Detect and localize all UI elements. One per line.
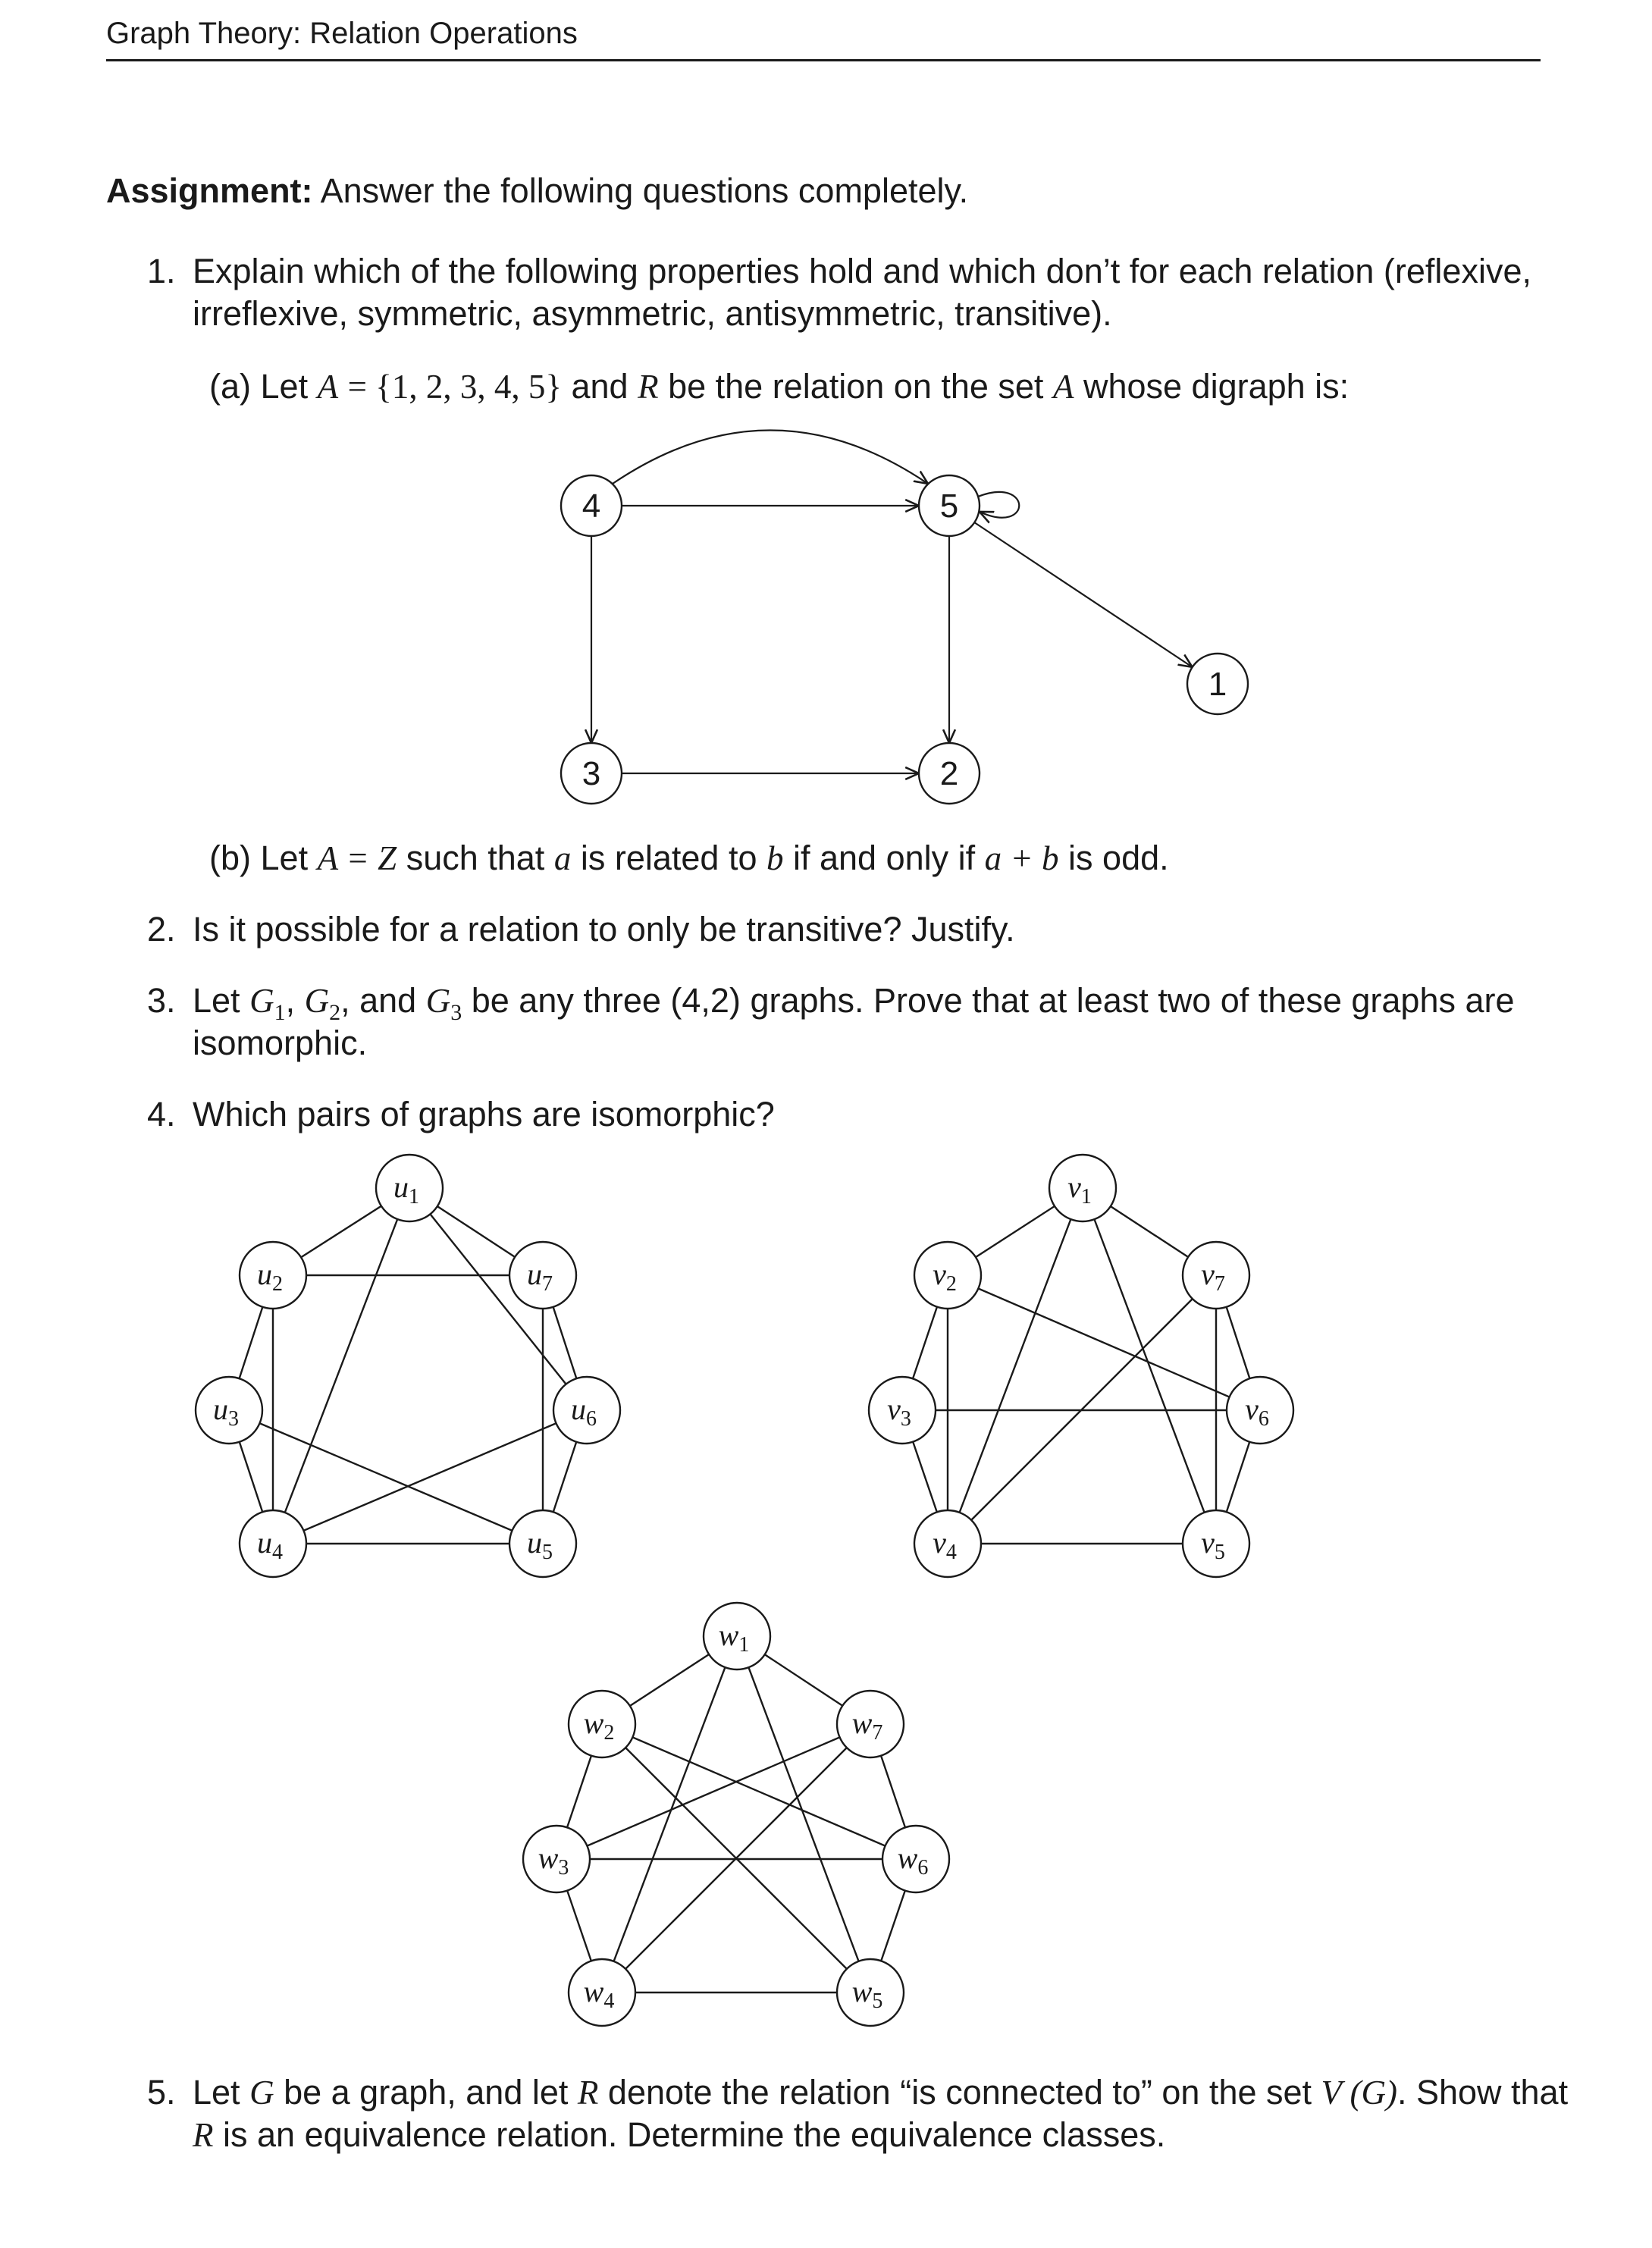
q1b-text: Let xyxy=(260,839,309,877)
assignment-instruction: Answer the following questions completely. xyxy=(320,171,969,210)
q3-number: 3. xyxy=(147,981,176,1020)
q1a-text: be the relation on the set xyxy=(668,367,1044,406)
q1b-text: is related to xyxy=(580,839,757,877)
edge-v1-v5 xyxy=(1083,1188,1216,1544)
edge-w1-w5 xyxy=(737,1636,870,1992)
node-label-u2: $u_2$ xyxy=(257,1257,283,1296)
node-label-v7: $v_7$ xyxy=(1201,1257,1225,1296)
q3-math-g2 xyxy=(304,982,341,1025)
assignment-label: Assignment: xyxy=(106,171,313,210)
q5-line2 xyxy=(193,2114,1165,2156)
digraph-node-label: 3 xyxy=(581,755,601,792)
digraph-loop-5 xyxy=(978,492,1019,518)
q3-line2: isomorphic. xyxy=(193,1024,368,1062)
node-label-u6: $u_6$ xyxy=(571,1392,597,1431)
node-label-w5: $w_5$ xyxy=(851,1974,883,2013)
relation-digraph xyxy=(561,431,1248,804)
q5-math: V (G) xyxy=(1321,2074,1397,2112)
q5-line1 xyxy=(193,2071,1568,2114)
q3-math-g: G xyxy=(304,982,330,1020)
q3-subscript: 1 xyxy=(274,1000,286,1025)
digraph-node-label: 4 xyxy=(581,488,601,525)
q1a-math-set-name: A xyxy=(1052,368,1074,406)
node-label-v2: $v_2$ xyxy=(933,1257,957,1296)
q1a-label: (a) xyxy=(209,367,251,406)
q5-text: is an equivalence relation. Determine the equivalence classes. xyxy=(223,2115,1166,2154)
q1b-math: a xyxy=(553,839,572,877)
q4-number: 4. xyxy=(147,1095,176,1133)
node-label-w6: $w_6$ xyxy=(897,1841,929,1880)
q1b-line xyxy=(209,837,1169,879)
digraph-node-label: 1 xyxy=(1208,666,1227,703)
q3-text: be any three (4,2) graphs. Prove that at least two of these graphs are xyxy=(471,981,1515,1020)
q5-text: . Show that xyxy=(1397,2073,1569,2112)
q3-text: , and xyxy=(340,981,417,1020)
q1b-text: if and only if xyxy=(793,839,976,877)
digraph-node-label: 2 xyxy=(939,755,959,792)
q1-number: 1. xyxy=(147,252,176,290)
node-label-v6: $v_6$ xyxy=(1245,1392,1269,1431)
q5-text: denote the relation “is connected to” on the set xyxy=(607,2073,1312,2112)
q1b-math: A = Z xyxy=(317,839,397,877)
node-label-w7: $w_7$ xyxy=(851,1706,883,1745)
node-label-u5: $u_5$ xyxy=(527,1525,553,1564)
node-label-w4: $w_4$ xyxy=(583,1974,615,2013)
node-label-u1: $u_1$ xyxy=(393,1170,419,1209)
q3-math-g1 xyxy=(249,982,286,1025)
q3-math-g: G xyxy=(425,982,451,1020)
q2-number: 2. xyxy=(147,910,176,948)
edge-v1-v4 xyxy=(948,1188,1083,1544)
q1a-text: and xyxy=(571,367,629,406)
q1-text-line2: irreflexive, symmetric, asymmetric, antisymmetric, transitive). xyxy=(193,294,1112,333)
q3-text: Let xyxy=(193,981,240,1020)
q3-math-g3 xyxy=(425,982,462,1025)
q3-subscript: 2 xyxy=(329,1000,341,1025)
q2-text: Is it possible for a relation to only be transitive? Justify. xyxy=(193,910,1015,948)
q3-math-g: G xyxy=(249,982,274,1020)
graph-u xyxy=(196,1155,620,1577)
node-label-w3: $w_3$ xyxy=(538,1841,569,1880)
q4-text: Which pairs of graphs are isomorphic? xyxy=(193,1095,775,1133)
q1b-text: such that xyxy=(406,839,545,877)
graph-v xyxy=(869,1155,1293,1577)
graph-w xyxy=(523,1603,949,2026)
node-label-u7: $u_7$ xyxy=(527,1257,553,1296)
edge-u1-u4 xyxy=(273,1188,409,1544)
node-label-v5: $v_5$ xyxy=(1201,1525,1225,1564)
q5-math: G xyxy=(249,2074,274,2112)
q5-text: be a graph, and let xyxy=(284,2073,569,2112)
q1-text-line1: Explain which of the following properties hold and which don’t for each relation (reflexive, xyxy=(193,252,1531,290)
node-label-v1: $v_1$ xyxy=(1067,1170,1092,1209)
q1b-math: b xyxy=(766,839,784,877)
q3-line1 xyxy=(193,980,1515,1034)
q1a-text: Let xyxy=(260,367,309,406)
q1b-math: a + b xyxy=(984,839,1059,877)
q5-text: Let xyxy=(193,2073,240,2112)
q5-math: R xyxy=(193,2116,214,2154)
node-label-v3: $v_3$ xyxy=(887,1392,911,1431)
digraph-arc-curved-4-5 xyxy=(613,431,928,484)
digraph-node-label: 5 xyxy=(939,488,959,525)
q3-subscript: 3 xyxy=(450,1000,462,1025)
q3-text: , xyxy=(285,981,296,1020)
node-label-v4: $v_4$ xyxy=(933,1525,957,1564)
q1b-text: is odd. xyxy=(1068,839,1169,877)
node-label-w2: $w_2$ xyxy=(583,1706,615,1745)
q1a-text: whose digraph is: xyxy=(1083,367,1349,406)
q1a-math-set-name: A xyxy=(317,368,339,406)
node-label-u4: $u_4$ xyxy=(257,1525,283,1564)
q1a-math-set: = {1, 2, 3, 4, 5} xyxy=(347,368,562,406)
node-label-u3: $u_3$ xyxy=(213,1392,239,1431)
q5-number: 5. xyxy=(147,2073,176,2112)
digraph-arc-5-1 xyxy=(974,522,1192,667)
q1b-label: (b) xyxy=(209,839,251,877)
page-header: Graph Theory: Relation Operations xyxy=(106,17,578,50)
node-label-w1: $w_1$ xyxy=(718,1618,750,1657)
q5-math: R xyxy=(577,2074,599,2112)
edge-w1-w4 xyxy=(602,1636,737,1992)
q1a-math-relation: R xyxy=(638,368,659,406)
